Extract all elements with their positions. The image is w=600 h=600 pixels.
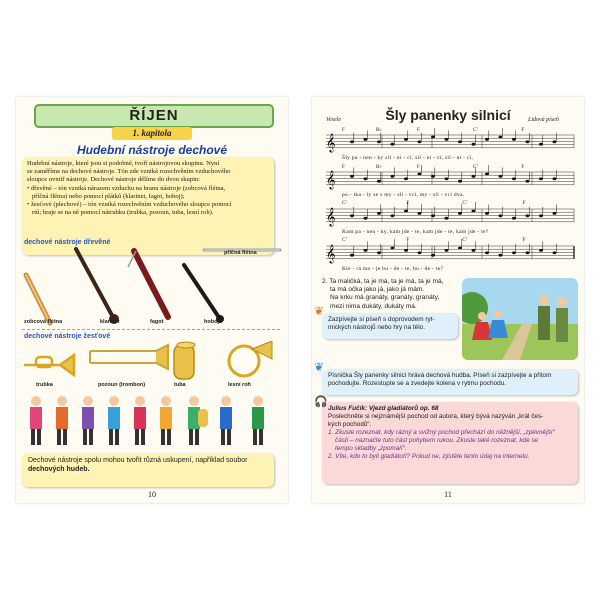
note-head xyxy=(526,180,530,183)
note-head xyxy=(404,249,408,252)
note-head xyxy=(553,251,557,254)
french-horn-image xyxy=(229,341,272,376)
listening-box xyxy=(314,396,578,484)
bassoon-image xyxy=(128,251,168,317)
note-head xyxy=(472,249,476,252)
note-head xyxy=(458,247,462,250)
intro-line: se zaměříme na dechové nástroje. Tón zde vzniká rozechvěním vzduchového xyxy=(27,168,231,176)
treble-clef-icon: 𝄞 xyxy=(326,133,336,152)
butterfly-icon: ❦ xyxy=(314,360,325,374)
musician-figure xyxy=(30,396,42,445)
woodwind-label: klarinet xyxy=(100,319,120,325)
oboe-image xyxy=(184,265,224,323)
note-head xyxy=(404,177,408,180)
question-line: 1. Zkuste rozeznat, kdy rázný a svižný pochod přechází do něžnější, „zpěvnější“ xyxy=(328,429,555,436)
outro-line: dechových hudeb. xyxy=(28,466,90,473)
note-head xyxy=(458,140,462,143)
lyrics-line: Kte - rá mo - je bu - de - te, bu - de - te? xyxy=(342,266,444,272)
note-head xyxy=(418,173,422,176)
note-head xyxy=(418,212,422,215)
note-head xyxy=(350,175,354,178)
verse-line: Na krku má granáty, granáty, granáty, xyxy=(330,294,440,302)
recorder-image xyxy=(26,275,50,323)
note-head xyxy=(485,138,489,141)
note-head xyxy=(485,212,489,215)
song-illustration xyxy=(462,278,578,360)
note-head xyxy=(472,175,476,178)
note-head xyxy=(404,210,408,213)
note-head xyxy=(526,251,530,254)
month-banner: ŘÍJEN xyxy=(34,104,274,128)
note-head xyxy=(539,214,543,217)
listening-title: Julius Fučík: Vjezd gladiátorů op. 68 xyxy=(328,405,439,412)
intro-bullet: • dřevěné – tón vzniká nárazem vzduchu na hranu nástroje (zobcová flétna, xyxy=(27,184,226,192)
note-head xyxy=(512,138,516,141)
musician-figure xyxy=(108,396,120,445)
page-number: 11 xyxy=(444,490,452,499)
note-head xyxy=(350,214,354,217)
hunter-figure xyxy=(538,295,550,340)
note-head xyxy=(445,177,449,180)
chord-row: F B♭ F C⁷ F xyxy=(342,128,525,133)
trumpet-image xyxy=(24,355,74,375)
tip-line: Písnička Šly panenky silnicí hrává dechová hudba. Píseň si zazpívejte a přitom xyxy=(328,372,552,379)
note-head xyxy=(539,177,543,180)
woodwind-illustrations xyxy=(16,245,288,329)
note-head xyxy=(364,217,368,220)
note-head xyxy=(499,136,503,139)
note-head xyxy=(472,143,476,146)
song-title: Šly panenky silnicí xyxy=(385,107,511,123)
note-head xyxy=(458,212,462,215)
listening-line: Poslechněte si nejznámější pochod od autora, který bývá nazýván „král čes- xyxy=(328,413,544,420)
chord-row: C⁷ F C⁷ F xyxy=(342,201,526,206)
verse-line: ta má očka jako já, jako já mám. xyxy=(330,286,425,294)
tip-line: Zazpívejte si píseň s doprovodem ryt- xyxy=(328,316,435,323)
intro-line: příčná flétna) nebo pomocí plátků (klarinet, fagot, hoboj); xyxy=(32,192,185,200)
headphones-icon: 🎧 xyxy=(314,396,328,408)
verse-line: mezi nima dukáty, dukáty má. xyxy=(330,302,417,310)
note-head xyxy=(391,143,395,146)
lyrics-line: po - tka - ly se s my - sli - vci, my - sli - vci dva. xyxy=(342,192,465,198)
note-head xyxy=(391,214,395,217)
note-head xyxy=(377,212,381,215)
chord-row: F B♭ F C⁷ F xyxy=(342,165,525,170)
note-head xyxy=(458,180,462,183)
note-head xyxy=(499,254,503,257)
intro-line: rtů; hraje se na ně pomocí nátrubku (trubka, pozoun, tuba, lesní roh). xyxy=(32,209,214,217)
outro-line: Dechové nástroje spolu mohou tvořit různá uskupení, například soubor xyxy=(28,457,248,464)
note-head xyxy=(418,251,422,254)
intro-bullet: • žesťové (plechové) – tón vzniká rozechvěním vzduchového sloupce pomocí xyxy=(27,201,232,209)
butterfly-icon: ❦ xyxy=(314,304,325,318)
brass-label: tuba xyxy=(174,382,186,388)
section-title: Hudební nástroje dechové xyxy=(76,143,228,157)
question-line: tempo skladby „zpomalí“. xyxy=(335,445,407,452)
note-head xyxy=(431,136,435,139)
musician-figure xyxy=(188,396,208,445)
musician-figure xyxy=(134,396,146,445)
brass-heading: dechové nástroje žesťové xyxy=(24,333,111,340)
note-head xyxy=(445,217,449,220)
note-head xyxy=(553,212,557,215)
woodwind-label: příčná flétna xyxy=(224,250,257,256)
note-head xyxy=(377,140,381,143)
note-head xyxy=(418,140,422,143)
note-head xyxy=(350,254,354,257)
page-number: 10 xyxy=(148,490,156,499)
tip-line: mických nástrojů nebo hry na tělo. xyxy=(328,324,425,331)
lyrics-line: Kam pa - nen - ky, kam jde - te, kam jde - te, kam jde - te? xyxy=(342,229,489,235)
woodwind-label: zobcová flétna xyxy=(24,319,63,325)
listening-line: kých pochodů“. xyxy=(328,421,372,428)
woodwind-label: fagot xyxy=(150,319,164,325)
verse-line: 2. Ta maličká, ta je má, ta je má, ta je má, xyxy=(322,278,444,285)
note-head xyxy=(485,173,489,176)
note-head xyxy=(364,249,368,252)
musician-figure xyxy=(220,396,232,445)
note-head xyxy=(512,217,516,220)
chapter-label: 1. kapitola xyxy=(112,127,192,140)
song-source: Lidová píseň xyxy=(528,117,559,123)
note-head xyxy=(445,138,449,141)
brass-label: lesní roh xyxy=(228,382,251,388)
musician-figure xyxy=(160,396,172,445)
musician-figure xyxy=(82,396,94,445)
treble-clef-icon: 𝄞 xyxy=(326,244,336,263)
musicians-illustration xyxy=(22,393,280,449)
intro-line: sloupce uvnitř nástroje. Dechové nástroje dělíme do dvou skupin: xyxy=(27,176,201,184)
note-head xyxy=(499,214,503,217)
note-head xyxy=(485,251,489,254)
note-head xyxy=(553,177,557,180)
trombone-image xyxy=(90,345,168,369)
note-head xyxy=(364,138,368,141)
note-head xyxy=(553,140,557,143)
chord-row: C⁷ F C⁷ F xyxy=(342,238,526,243)
clarinet-image xyxy=(76,249,119,324)
treble-clef-icon: 𝄞 xyxy=(326,170,336,189)
verse-two xyxy=(322,278,458,311)
note-head xyxy=(526,140,530,143)
note-head xyxy=(350,140,354,143)
musician-figure xyxy=(56,396,68,445)
treble-clef-icon: 𝄞 xyxy=(326,207,336,226)
note-head xyxy=(512,177,516,180)
note-head xyxy=(391,247,395,250)
tempo-marking: Vesele xyxy=(326,117,341,123)
question-line: části – naznačte tuto část pohybem rukou. Zkuste také rozeznat, kde se xyxy=(335,437,539,444)
question-line: 2. Víte, kdo to byli gladiátoři? Pokud ne, zjistěte tento údaj na internetu. xyxy=(328,453,530,460)
note-head xyxy=(377,180,381,183)
brass-label: trubka xyxy=(36,382,53,388)
tip-line: pochodujte. Rozestupte se a zvedejte kolena v rytmu pochodu. xyxy=(328,380,506,387)
tuba-image xyxy=(174,342,195,379)
left-page xyxy=(16,97,288,503)
note-head xyxy=(472,210,476,213)
note-head xyxy=(512,251,516,254)
tip-box-march xyxy=(314,360,578,395)
hunter-figure xyxy=(556,297,568,342)
musician-figure xyxy=(252,396,264,445)
intro-line: Hudební nástroje, které jsou si podobné, tvoří nástrojovou skupinu. Nyní xyxy=(27,160,220,167)
note-head xyxy=(539,249,543,252)
note-head xyxy=(445,249,449,252)
note-head xyxy=(377,251,381,254)
divider xyxy=(22,329,280,330)
note-head xyxy=(539,143,543,146)
woodwind-label: hoboj xyxy=(204,319,219,325)
lyrics-line: Šly pa - nen - ky sil - ni - cí, sil - ni - cí, sil - ni - cí, xyxy=(342,155,474,161)
right-page xyxy=(312,97,584,503)
note-head xyxy=(431,214,435,217)
note-head xyxy=(404,138,408,141)
note-head xyxy=(431,254,435,257)
note-head xyxy=(431,175,435,178)
outro-box xyxy=(22,453,274,487)
brass-illustrations xyxy=(16,341,288,383)
brass-label: pozoun (trombon) xyxy=(98,382,146,388)
woodwind-heading: dechové nástroje dřevěné xyxy=(24,239,111,246)
note-head xyxy=(499,175,503,178)
note-head xyxy=(391,175,395,178)
note-head xyxy=(364,177,368,180)
note-head xyxy=(526,214,530,217)
